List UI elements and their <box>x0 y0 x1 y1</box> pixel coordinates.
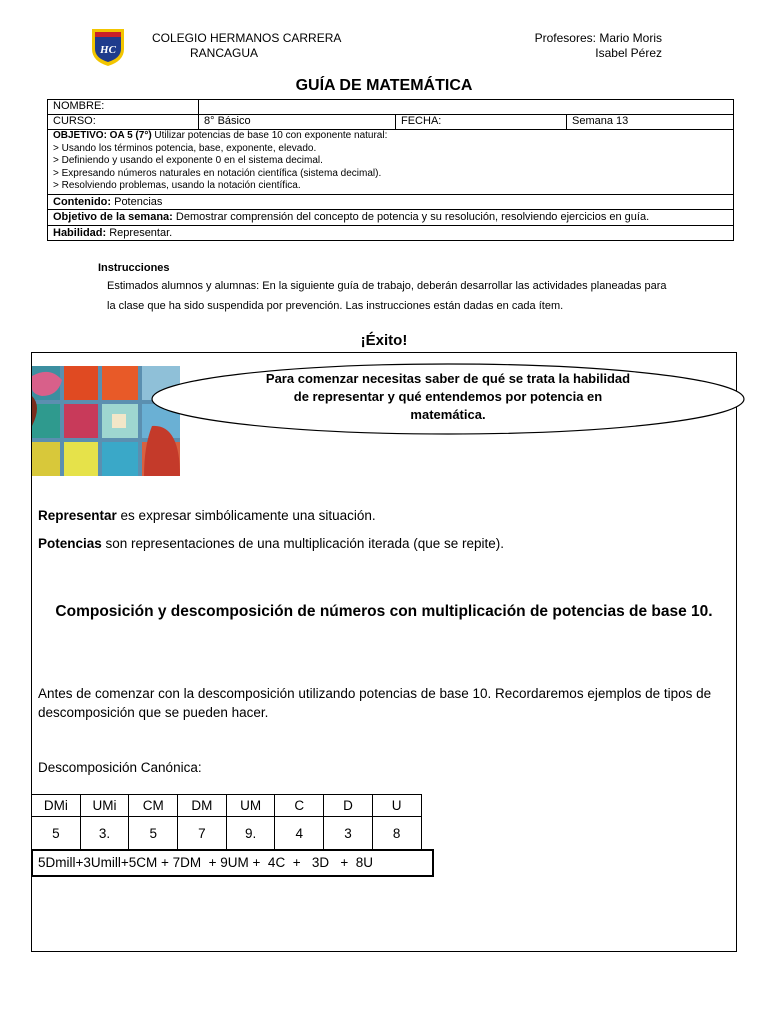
nombre-field[interactable] <box>199 100 734 115</box>
definition-potencias <box>38 536 504 551</box>
place-header: UMi <box>80 795 129 817</box>
contenido-label: Contenido: <box>53 195 112 208</box>
objetivo-semana-cell <box>48 209 734 225</box>
definition-representar <box>38 508 376 523</box>
digit-cell: 3 <box>324 817 373 850</box>
school-line1: COLEGIO HERMANOS CARRERA <box>152 31 342 45</box>
school-line2: RANCAGUA <box>190 46 259 60</box>
place-header: D <box>324 795 373 817</box>
expanded-sum: 5Dmill+3Umill+5CM + 7DM + 9UM + 4C + 3D + 8U <box>31 849 434 877</box>
representar-term: Representar <box>38 508 117 523</box>
potencias-text: son representaciones de una multiplicación iterada (que se repite). <box>101 536 505 551</box>
objetivo-label: OBJETIVO: OA 5 (7°) <box>53 130 152 141</box>
contenido-value: Potencias <box>111 195 163 208</box>
place-header: C <box>275 795 324 817</box>
digit-cell: 7 <box>178 817 227 850</box>
digit-cell: 5 <box>32 817 81 850</box>
place-header: UM <box>226 795 275 817</box>
digit-cell: 5 <box>129 817 178 850</box>
instructions-title: Instrucciones <box>98 262 170 274</box>
objetivo-semana-label: Objetivo de la semana: <box>53 210 173 223</box>
objetivo-item: > Definiendo y usando el exponente 0 en el sistema decimal. <box>53 155 323 166</box>
digit-cell: 3. <box>80 817 129 850</box>
school-logo <box>90 27 126 67</box>
potencias-term: Potencias <box>38 536 102 551</box>
digit-cell: 9. <box>226 817 275 850</box>
objetivo-item: > Expresando números naturales en notación científica (sistema decimal). <box>53 167 382 179</box>
info-table <box>47 99 734 241</box>
decomposition-table <box>31 794 422 850</box>
teachers-line1: Profesores: Mario Moris <box>534 31 662 45</box>
intro-paragraph: Antes de comenzar con la descomposición utilizando potencias de base 10. Recordaremos ejemplos de tipos de descomposición que se pueden hacer. <box>38 686 712 720</box>
objetivo-item: > Resolviendo problemas, usando la notación científica. <box>53 180 301 191</box>
representar-text: es expresar simbólicamente una situación. <box>116 508 376 523</box>
place-header: DM <box>178 795 227 817</box>
teachers <box>525 31 662 61</box>
place-header: CM <box>129 795 178 817</box>
objetivo-text: Utilizar potencias de base 10 con exponente natural: <box>151 130 388 141</box>
bubble-text: Para comenzar necesitas saber de qué se trata la habilidad de representar y qué entendemos por potencia en matemática. <box>265 371 631 422</box>
habilidad-value: Representar. <box>106 226 173 239</box>
objetivo-item: > Usando los términos potencia, base, exponente, elevado. <box>53 142 317 154</box>
place-header: U <box>372 795 421 817</box>
curso-value: 8° Básico <box>199 115 396 130</box>
habilidad-cell <box>48 225 734 240</box>
success-text: ¡Éxito! <box>360 332 408 349</box>
nombre-label: NOMBRE: <box>48 100 199 115</box>
objetivo-semana-value: Demostrar comprensión del concepto de potencia y su resolución, resolviendo ejercicios en guía. <box>172 210 650 223</box>
place-header: DMi <box>32 795 81 817</box>
school-name <box>152 31 341 61</box>
digit-cell: 4 <box>275 817 324 850</box>
digit-cell: 8 <box>372 817 421 850</box>
teachers-line2: Isabel Pérez <box>595 46 662 60</box>
habilidad-label: Habilidad: <box>53 226 107 239</box>
fecha-label: FECHA: <box>396 115 567 130</box>
objetivo-cell <box>48 130 734 195</box>
canonical-label: Descomposición Canónica: <box>38 760 202 775</box>
contenido-cell <box>48 194 734 209</box>
semana-value: Semana 13 <box>567 115 734 130</box>
curso-label: CURSO: <box>48 115 199 130</box>
instructions-text: Estimados alumnos y alumnas: En la siguiente guía de trabajo, deberán desarrollar las actividades planeadas para la clase que ha sido suspendida por prevención. Las instrucciones están dadas en cada ítem. <box>107 280 667 312</box>
page-title: GUÍA DE MATEMÁTICA <box>295 77 473 94</box>
section-heading: Composición y descomposición de números con multiplicación de potencias de base 10. <box>55 603 713 620</box>
logo-monogram: HC <box>100 44 116 56</box>
